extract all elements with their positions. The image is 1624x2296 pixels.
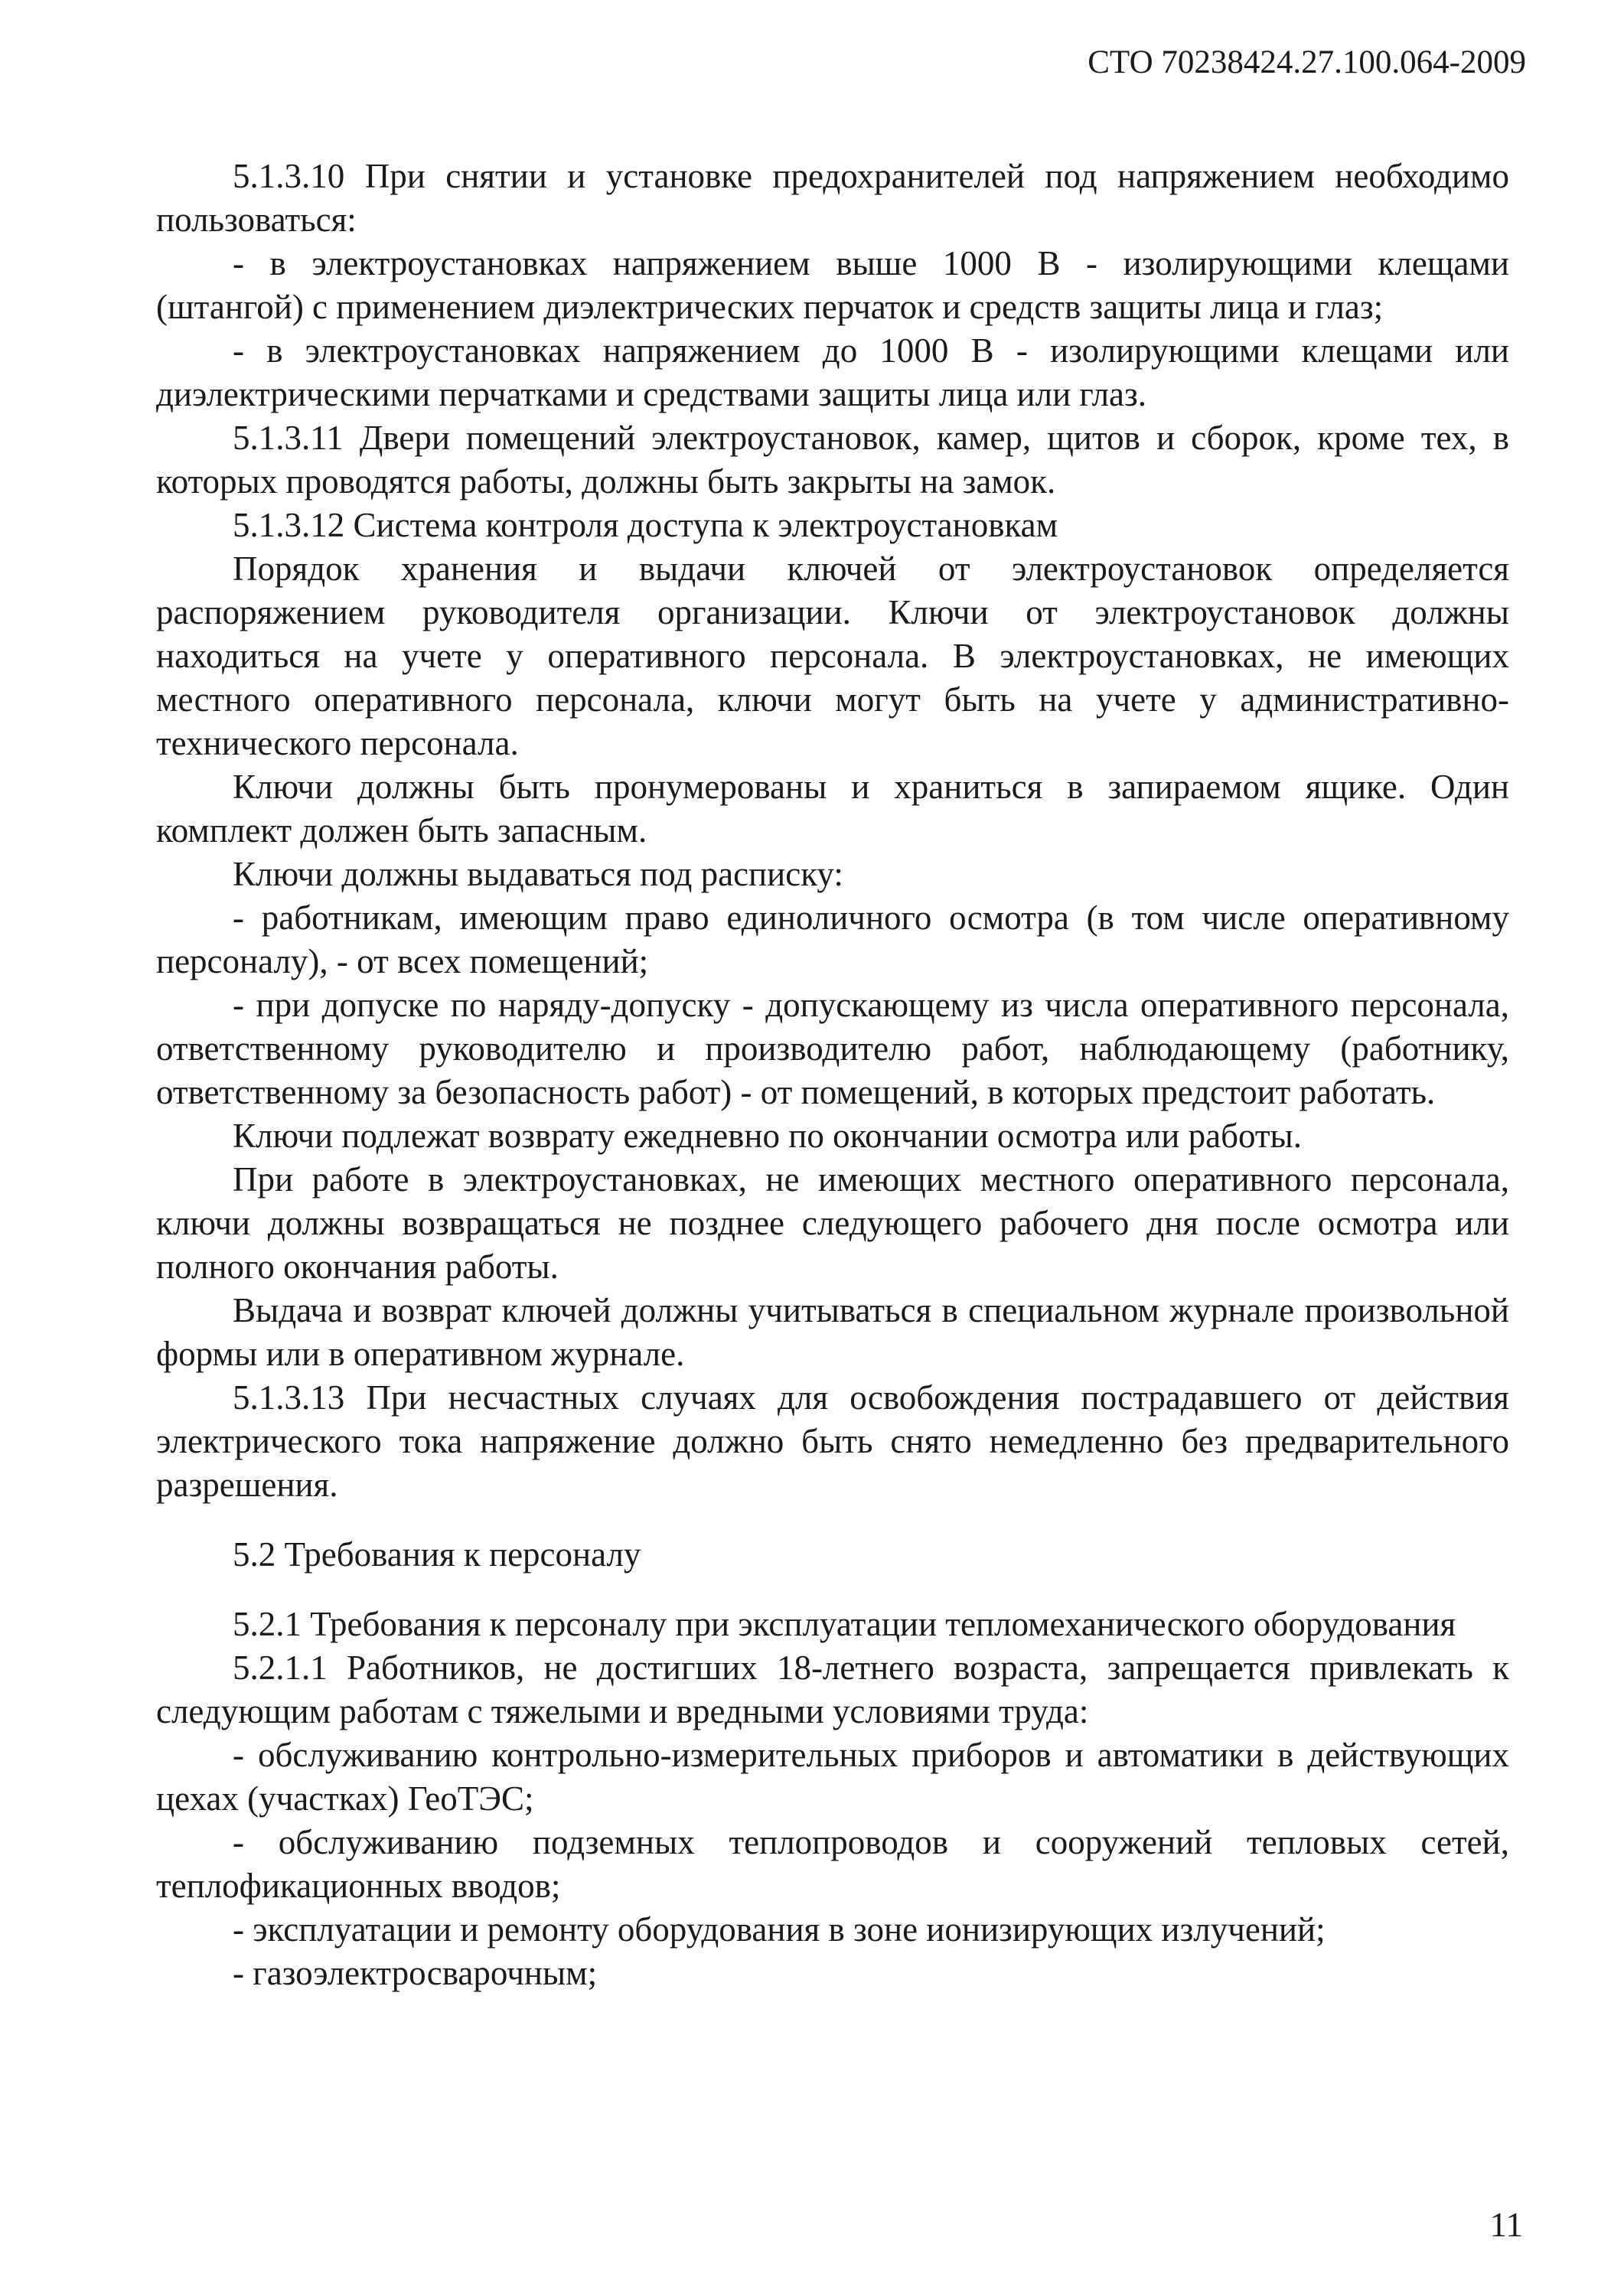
document-header: СТО 70238424.27.100.064-2009 bbox=[1088, 44, 1526, 80]
paragraph-5-1-3-10: 5.1.3.10 При снятии и установке предохранителей под напряжением необходимо пользоваться: bbox=[156, 157, 1509, 239]
list-item: - газоэлектросварочным; bbox=[233, 1954, 598, 1992]
list-item: - при допуске по наряду-допуску - допускающему из числа оперативного персонала, ответственному руководителю и производителю работ, наблюдающему (работнику, ответственному за безопасность работ) - от помещений, в которых предстоит работать. bbox=[156, 986, 1509, 1111]
paragraph: При работе в электроустановках, не имеющих местного оперативного персонала, ключи должны возвращаться не позднее следующего рабочего дня после осмотра или полного окончания работы. bbox=[156, 1160, 1509, 1286]
paragraph: Выдача и возврат ключей должны учитываться в специальном журнале произвольной формы или в оперативном журнале. bbox=[156, 1291, 1509, 1373]
subsection-heading-5-2-1: 5.2.1 Требования к персоналу при эксплуатации тепломеханического оборудования bbox=[233, 1605, 1456, 1643]
document-body bbox=[156, 155, 1509, 1995]
paragraph: Порядок хранения и выдачи ключей от электроустановок определяется распоряжением руководителя организации. Ключи от электроустановок должны находиться на учете у оперативного персонала. В электроустановках, не имеющих местного оперативного персонала, ключи могут быть на учете у административно-технического персонала. bbox=[156, 550, 1509, 762]
list-item: - обслуживанию контрольно-измерительных приборов и автоматики в действующих цехах (участках) ГеоТЭС; bbox=[156, 1736, 1509, 1818]
list-item: - в электроустановках напряжением до 1000 В - изолирующими клещами или диэлектрическими перчатками и средствами защиты лица или глаз. bbox=[156, 331, 1509, 413]
page-number: 11 bbox=[1489, 2206, 1523, 2244]
list-item: - обслуживанию подземных теплопроводов и сооружений тепловых сетей, теплофикационных вводов; bbox=[156, 1823, 1509, 1905]
list-item: - эксплуатации и ремонту оборудования в зоне ионизирующих излучений; bbox=[233, 1910, 1326, 1949]
paragraph: Ключи должны выдаваться под расписку: bbox=[233, 855, 843, 893]
section-heading-5-2: 5.2 Требования к персоналу bbox=[233, 1535, 641, 1574]
paragraph-5-1-3-12: 5.1.3.12 Система контроля доступа к электроустановкам bbox=[233, 506, 1058, 544]
list-item: - работникам, имеющим право единоличного осмотра (в том числе оперативному персоналу), - от всех помещений; bbox=[156, 899, 1509, 980]
list-item: - в электроустановках напряжением выше 1000 В - изолирующими клещами (штангой) с применением диэлектрических перчаток и средств защиты лица и глаз; bbox=[156, 244, 1509, 326]
paragraph-5-1-3-11: 5.1.3.11 Двери помещений электроустановок, камер, щитов и сборок, кроме тех, в которых проводятся работы, должны быть закрыты на замок. bbox=[156, 419, 1509, 501]
paragraph-5-2-1-1: 5.2.1.1 Работников, не достигших 18-летнего возраста, запрещается привлекать к следующим работам с тяжелыми и вредными условиями труда: bbox=[156, 1649, 1509, 1730]
paragraph: Ключи подлежат возврату ежедневно по окончании осмотра или работы. bbox=[233, 1117, 1303, 1155]
paragraph: Ключи должны быть пронумерованы и храниться в запираемом ящике. Один комплект должен быть запасным. bbox=[156, 768, 1509, 850]
paragraph-5-1-3-13: 5.1.3.13 При несчастных случаях для освобождения пострадавшего от действия электрического тока напряжение должно быть снято немедленно без предварительного разрешения. bbox=[156, 1378, 1509, 1504]
